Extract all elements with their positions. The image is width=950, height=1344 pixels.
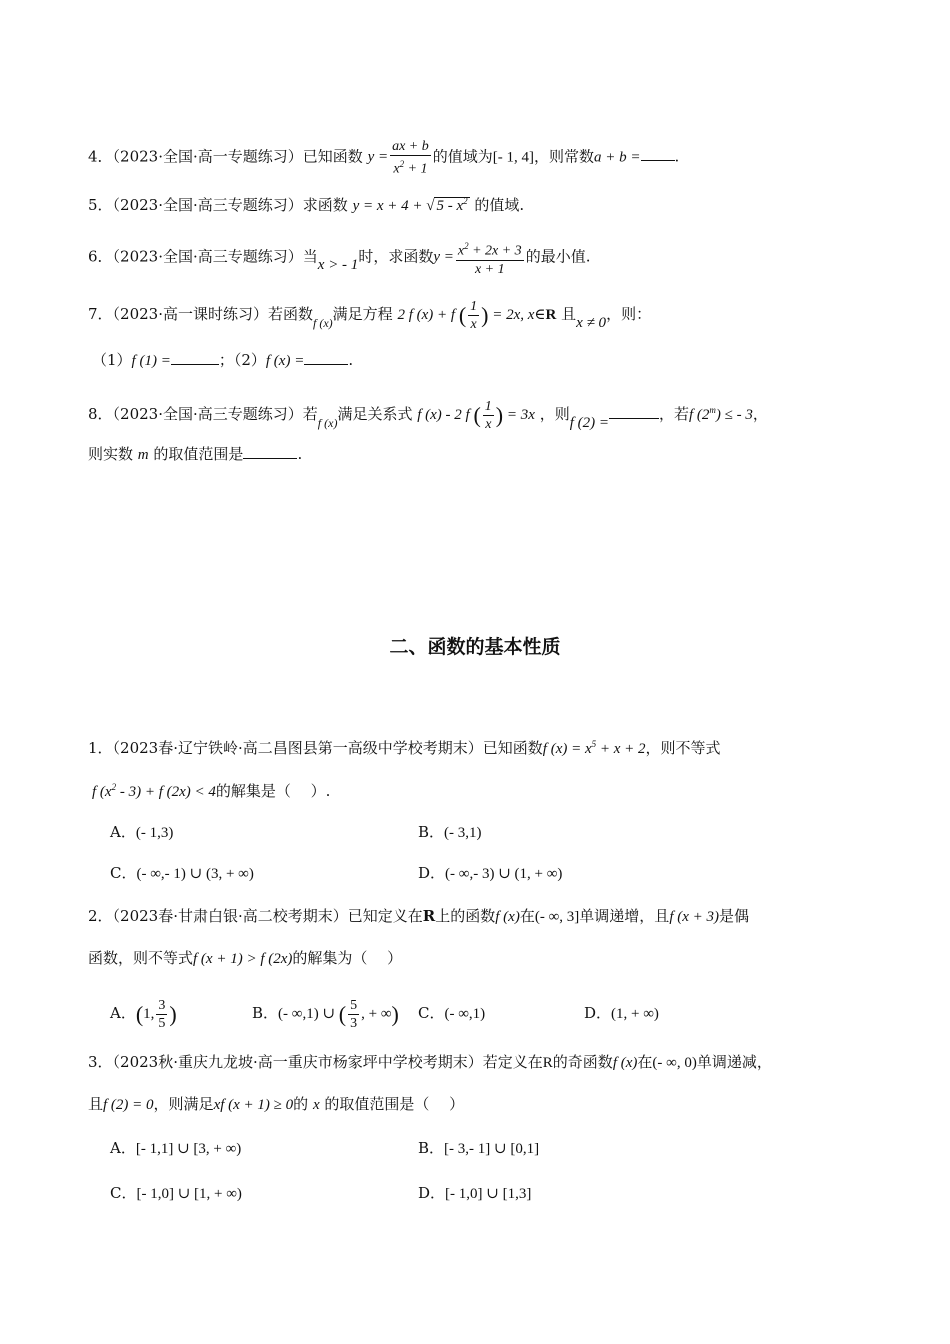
- problem-8-line2: 则实数 m 的取值范围是 .: [88, 445, 303, 463]
- equation: 2 f (x) + f ( $\frac{1}{x}$ ) = 2x, x∈R: [397, 299, 557, 332]
- problem-number: 7．: [88, 304, 113, 323]
- question-number: 2．: [88, 907, 113, 925]
- problem-source: （2023·全国·高一专题练习）: [112, 147, 303, 166]
- option-b[interactable]: B．(- ∞,1) ∪ ( $\frac{5}{3}$ , + ∞): [252, 998, 399, 1031]
- problem-source: （2023·高一课时练习）: [112, 304, 268, 323]
- answer-blank-2[interactable]: [243, 446, 297, 459]
- answer-blank-1[interactable]: [171, 352, 219, 365]
- option-a[interactable]: A．(- 1,3): [110, 823, 174, 841]
- option-d[interactable]: D．(1, + ∞): [584, 1004, 659, 1022]
- formula: f $(x) = x^5 + x + 2$: [542, 739, 646, 757]
- problem-number: 4．: [88, 147, 113, 166]
- question-source: （2023春·甘肃白银·高二校考期末）: [112, 907, 348, 925]
- equation: f (x) - 2 f ( $\frac{1}{x}$ ) = 3x: [417, 399, 535, 432]
- answer-blank[interactable]: [641, 148, 675, 161]
- problem-5: 5．（2023·全国·高三专题练习）求函数 y = x + 4 + √ $5 - x^2$ 的值域.: [88, 196, 525, 214]
- problem-source: （2023·全国·高三专题练习）: [112, 196, 303, 214]
- problem-source: （2023·全国·高三专题练习）: [112, 404, 303, 423]
- formula: y = $\frac{ax + b}{x^2 + 1}$: [367, 139, 429, 177]
- answer-blank-2[interactable]: [304, 352, 348, 365]
- interval: [- 1, 4]: [492, 149, 535, 166]
- problem-7-subparts: （1）f (1) = ；（2）f (x) = .: [92, 351, 354, 369]
- question-3: 3．（2023秋·重庆九龙坡·高一重庆市杨家坪中学校考期末）若定义在R的奇函数f (x)在(- ∞, 0)单调递减，: [88, 1053, 772, 1071]
- option-b[interactable]: B．(- 3,1): [418, 823, 482, 841]
- option-d[interactable]: D．[- 1,0] ∪ [1,3]: [418, 1184, 532, 1202]
- option-c[interactable]: C．(- ∞,1): [418, 1004, 486, 1022]
- problem-7: 7．（2023·高一课时练习）若函数$_{f (x)}$满足方程 2 f (x) + f ( $\frac{1}{x}$ ) = 2x, x∈R 且x ≠ 0，则：: [88, 299, 652, 332]
- question-2: 2．（2023春·甘肃白银·高二校考期末）已知定义在R上的函数f (x)在(- ∞, 3]单调递增，且f (x + 3)是偶: [88, 907, 750, 925]
- problem-number: 5．: [88, 196, 113, 214]
- option-a[interactable]: A．[- 1,1] ∪ [3, + ∞): [110, 1139, 242, 1157]
- question-source: （2023秋·重庆九龙坡·高一重庆市杨家坪中学校考期末）: [112, 1053, 483, 1071]
- question-1: 1．（2023春·辽宁铁岭·高二昌图县第一高级中学校考期末）已知函数f $(x) = x^5 + x + 2$，则不等式: [88, 739, 721, 757]
- problem-source: （2023·全国·高三专题练习）: [112, 247, 303, 266]
- condition: x > - 1: [317, 257, 359, 274]
- option-c[interactable]: C．[- 1,0] ∪ [1, + ∞): [110, 1184, 242, 1202]
- formula: y = x + 4 + √ $5 - x^2$: [352, 196, 468, 214]
- option-c[interactable]: C．(- ∞,- 1) ∪ (3, + ∞): [110, 864, 254, 882]
- question-number: 1．: [88, 739, 113, 757]
- option-b[interactable]: B．[- 3,- 1] ∪ [0,1]: [418, 1139, 540, 1157]
- problem-8: 8．（2023·全国·高三专题练习）若$_{f (x)}$满足关系式 f (x) - 2 f ( $\frac{1}{x}$ ) = 3x ，则f (2) = ，若f $(2^m)$ ≤ - 3，: [88, 399, 768, 432]
- formula: y = $\frac{x^2 + 2x + 3}{x + 1}$: [433, 249, 525, 265]
- problem-number: 6．: [88, 247, 113, 266]
- question-3-line2: 且f (2) = 0，则满足xf (x + 1) ≥ 0的 x 的取值范围是（ ）: [88, 1095, 465, 1113]
- problem-4: 4．（2023·全国·高一专题练习）已知函数 y = $\frac{ax + b}{x^2 + 1}$ 的值域为[- 1, 4]，则常数a + b = .: [88, 139, 680, 177]
- option-d[interactable]: D．(- ∞,- 3) ∪ (1, + ∞): [418, 864, 563, 882]
- option-a[interactable]: A．(1, $\frac{3}{5}$ ): [110, 998, 177, 1031]
- question-number: 3．: [88, 1053, 113, 1071]
- question-source: （2023春·辽宁铁岭·高二昌图县第一高级中学校考期末）: [112, 739, 483, 757]
- problem-6: 6．（2023·全国·高三专题练习）当x > - 1时，求函数y = $\frac{x^2 + 2x + 3}{x + 1}$ 的最小值.: [88, 238, 590, 278]
- question-1-line2: f $(x^2 - 3) + f$ (2x) < 4的解集是（ ）.: [92, 782, 331, 800]
- problem-number: 8．: [88, 404, 113, 423]
- question-2-line2: 函数，则不等式f (x + 1) > f (2x)的解集为（ ）: [88, 949, 403, 967]
- answer-blank-1[interactable]: [609, 406, 659, 419]
- inequality: f $(x^2 - 3) + f$ (2x) < 4: [92, 782, 216, 800]
- inequality: f (x + 1) > f (2x): [193, 951, 293, 967]
- section-heading: 二、函数的基本性质: [389, 636, 561, 658]
